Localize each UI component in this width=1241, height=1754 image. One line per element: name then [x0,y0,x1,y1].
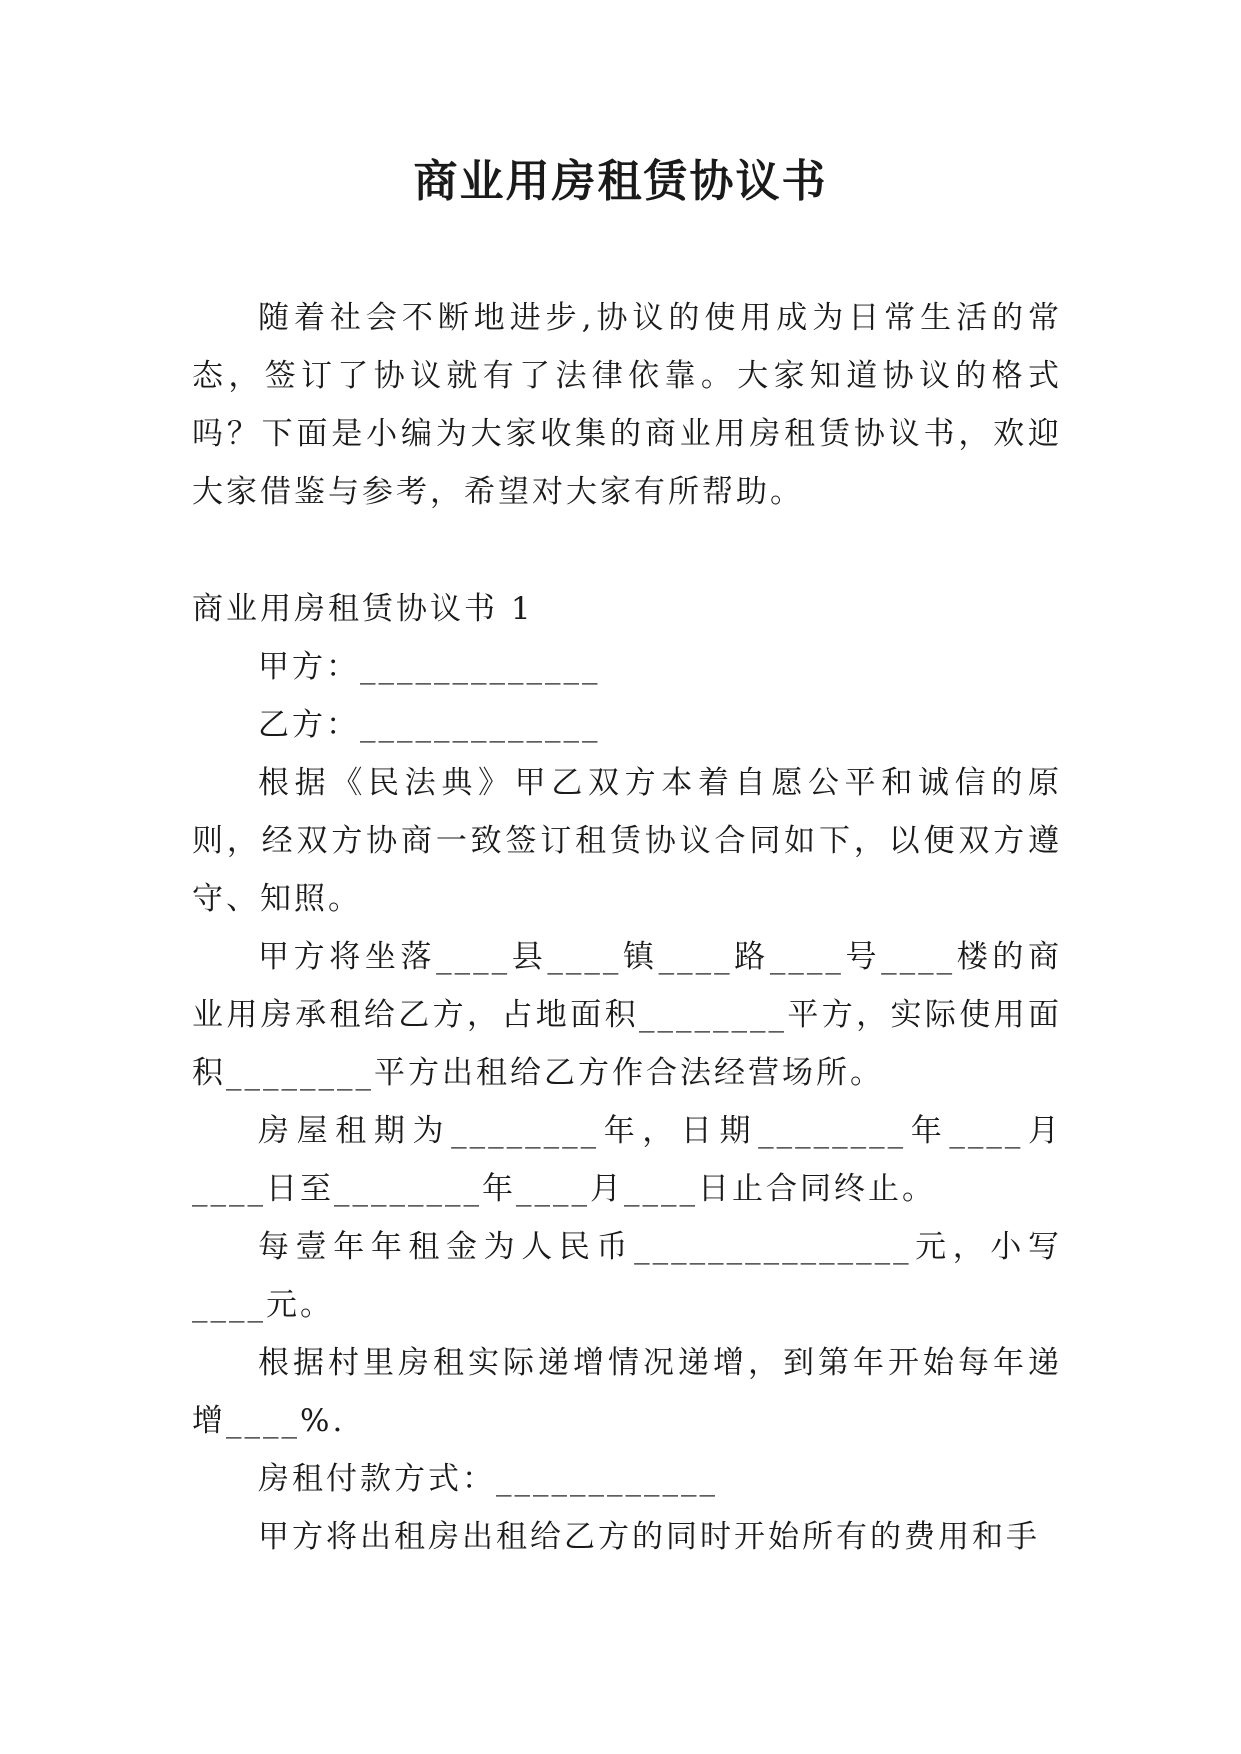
intro-text: 随着社会不断地进步,协议的使用成为日常生活的常态，签订了协议就有了法律依靠。大家知道协议的格式吗？下面是小编为大家收集的商业用房租赁协议书，欢迎大家借鉴与参考，希望对大家有所帮助。 [192,300,1062,510]
document-title: 商业用房租赁协议书 [413,156,828,207]
clause-annual-rent: 每壹年年租金为人民币_______________元，小写____元。 [192,1229,1062,1323]
party-a-line: 甲方：_____________ [258,649,601,685]
clause-rent-increase: 根据村里房租实际递增情况递增，到第年开始每年递增____%. [192,1345,1062,1439]
clause-payment-method: 房租付款方式：____________ [258,1461,718,1497]
intro-paragraph [192,289,1062,521]
section-heading: 商业用房租赁协议书 1 [192,591,534,627]
clause-legal-basis: 根据《民法典》甲乙双方本着自愿公平和诚信的原则，经双方协商一致签订租赁协议合同如下，以便双方遵守、知照。 [192,765,1062,917]
party-b-line: 乙方：_____________ [258,707,601,743]
clause-premises: 甲方将坐落____县____镇____路____号____楼的商业用房承租给乙方，占地面积________平方，实际使用面积________平方出租给乙方作合法经营场所。 [192,939,1062,1091]
clause-fees: 甲方将出租房出租给乙方的同时开始所有的费用和手 [258,1519,1040,1555]
clause-lease-term: 房屋租期为________年，日期________年____月____日至________年____月____日止合同终止。 [192,1113,1062,1207]
agreement-section [192,580,1062,1566]
